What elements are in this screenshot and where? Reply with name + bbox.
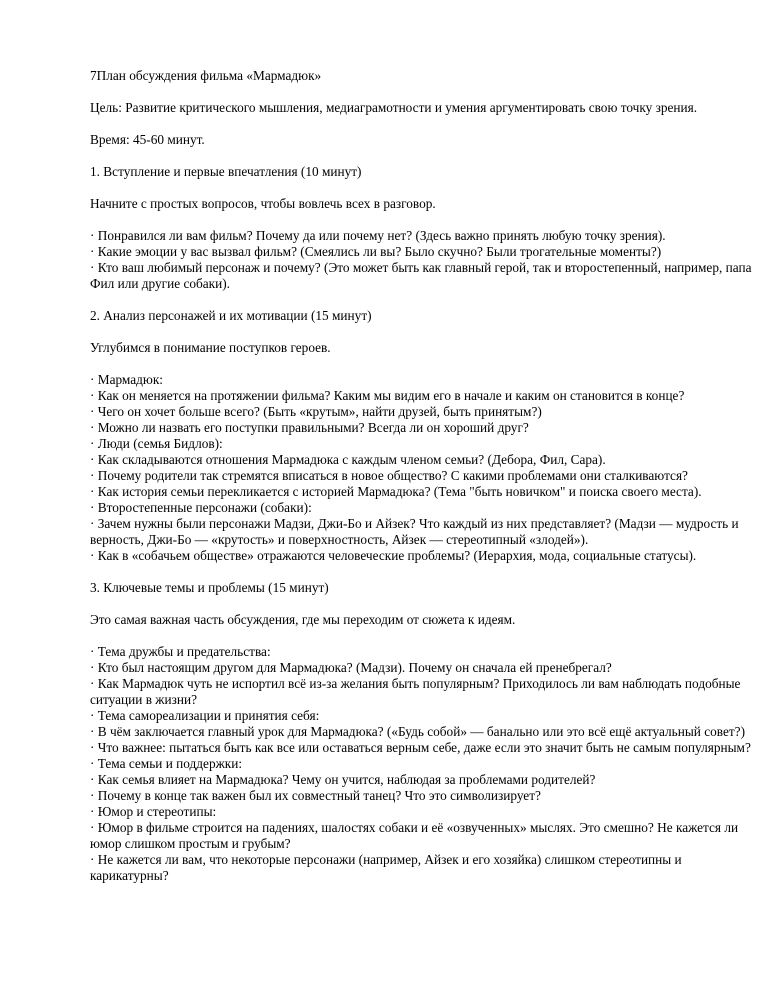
doc-title: 7План обсуждения фильма «Мармадюк» <box>90 68 322 83</box>
section-1-questions <box>90 228 762 292</box>
bullet-line: · Кто был настоящим другом для Мармадюка? (Мадзи). Почему он сначала ей пренебрегал? <box>90 660 612 675</box>
bullet-line: · Как в «собачьем обществе» отражаются человеческие проблемы? (Иерархия, мода, социальные статусы). <box>90 548 697 563</box>
section-2-intro: Углубимся в понимание поступков героев. <box>90 340 331 355</box>
bullet-line: · Зачем нужны были персонажи Мадзи, Джи-Бо и Айзек? Что каждый из них представляет? (Мадзи — мудрость и верность, Джи-Бо — «крутость» и поверхностность, Айзек — стереотипный «злодей»). <box>90 516 739 547</box>
document-content <box>90 68 762 884</box>
goal-line: Цель: Развитие критического мышления, медиаграмотности и умения аргументировать свою точку зрения. <box>90 100 698 115</box>
section-2-heading: 2. Анализ персонажей и их мотивации (15 минут) <box>90 308 372 323</box>
bullet-line: · Чего он хочет больше всего? (Быть «крутым», найти друзей, быть принятым?) <box>90 404 542 419</box>
bullet-line: · Почему в конце так важен был их совместный танец? Что это символизирует? <box>90 788 541 803</box>
bullet-line: · Юмор и стереотипы: <box>90 804 217 819</box>
bullet-line: · Как семья влияет на Мармадюка? Чему он учится, наблюдая за проблемами родителей? <box>90 772 596 787</box>
bullet-line: · Как история семьи перекликается с историей Мармадюка? (Тема "быть новичком" и поиска своего места). <box>90 484 702 499</box>
bullet-line: · Юмор в фильме строится на падениях, шалостях собаки и её «озвученных» мыслях. Это смешно? Не кажется ли юмор слишком простым и грубым? <box>90 820 739 851</box>
bullet-line: · Люди (семья Бидлов): <box>90 436 223 451</box>
section-2-questions <box>90 372 762 564</box>
bullet-line: · Как складываются отношения Мармадюка с каждым членом семьи? (Дебора, Фил, Сара). <box>90 452 606 467</box>
bullet-line: · В чём заключается главный урок для Мармадюка? («Будь собой» — банально или это всё ещё актуальный совет?) <box>90 724 746 739</box>
bullet-line: · Можно ли назвать его поступки правильными? Всегда ли он хороший друг? <box>90 420 529 435</box>
section-3-questions <box>90 644 762 884</box>
bullet-line: · Тема дружбы и предательства: <box>90 644 271 659</box>
bullet-line: · Что важнее: пытаться быть как все или оставаться верным себе, даже если это значит быть не самым популярным? <box>90 740 751 755</box>
section-1-heading: 1. Вступление и первые впечатления (10 минут) <box>90 164 362 179</box>
bullet-line: · Почему родители так стремятся вписаться в новое общество? С какими проблемами они сталкиваются? <box>90 468 688 483</box>
section-3-intro: Это самая важная часть обсуждения, где мы переходим от сюжета к идеям. <box>90 612 516 627</box>
section-1-intro: Начните с простых вопросов, чтобы вовлечь всех в разговор. <box>90 196 436 211</box>
bullet-line: · Тема семьи и поддержки: <box>90 756 243 771</box>
bullet-line: · Как он меняется на протяжении фильма? Каким мы видим его в начале и каким он становится в конце? <box>90 388 685 403</box>
bullet-line: · Кто ваш любимый персонаж и почему? (Это может быть как главный герой, так и второстепенный, например, папа Фил или другие собаки). <box>90 260 752 291</box>
bullet-line: · Не кажется ли вам, что некоторые персонажи (например, Айзек и его хозяйка) слишком стереотипны и карикатурны? <box>90 852 682 883</box>
bullet-line: · Мармадюк: <box>90 372 164 387</box>
bullet-line: · Понравился ли вам фильм? Почему да или почему нет? (Здесь важно принять любую точку зрения). <box>90 228 666 243</box>
bullet-line: · Какие эмоции у вас вызвал фильм? (Смеялись ли вы? Было скучно? Были трогательные моменты?) <box>90 244 662 259</box>
section-3-heading: 3. Ключевые темы и проблемы (15 минут) <box>90 580 329 595</box>
bullet-line: · Второстепенные персонажи (собаки): <box>90 500 312 515</box>
bullet-line: · Как Мармадюк чуть не испортил всё из-за желания быть популярным? Приходилось ли вам наблюдать подобные ситуации в жизни? <box>90 676 741 707</box>
time-line: Время: 45-60 минут. <box>90 132 205 147</box>
bullet-line: · Тема самореализации и принятия себя: <box>90 708 320 723</box>
